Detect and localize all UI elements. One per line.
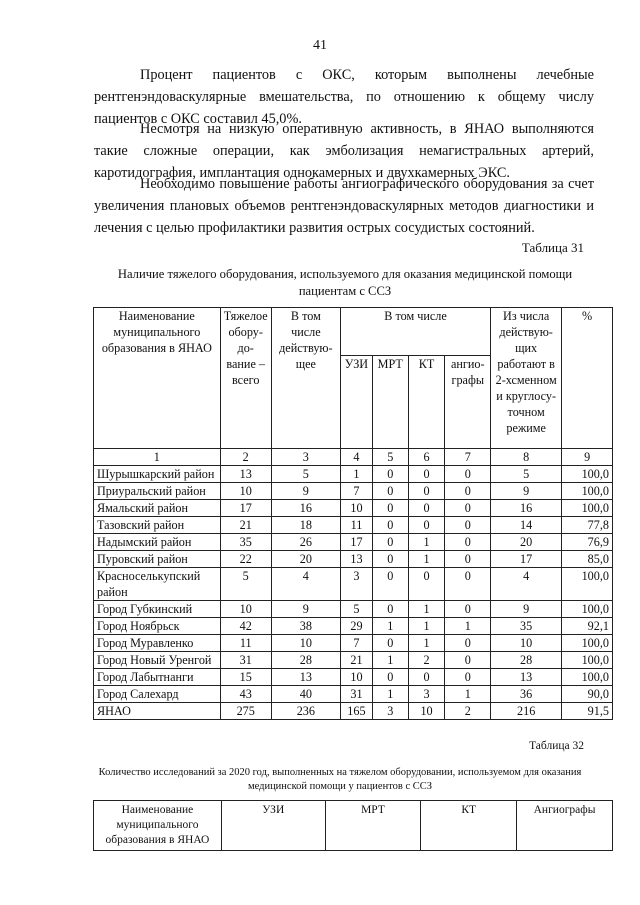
row-value-cell: 2	[445, 703, 491, 720]
row-value-cell: 21	[341, 652, 373, 669]
header-name: Наименование муниципального образования в ЯНАО	[94, 308, 221, 449]
row-value-cell: 10	[491, 635, 562, 652]
row-value-cell: 0	[445, 669, 491, 686]
row-value-cell: 91,5	[562, 703, 613, 720]
row-value-cell: 0	[445, 652, 491, 669]
table-row	[94, 601, 613, 618]
row-value-cell: 0	[372, 500, 408, 517]
row-name-cell: Приуральский район	[94, 483, 221, 500]
row-value-cell: 1	[372, 686, 408, 703]
table-32-caption: Количество исследований за 2020 год, выполненных на тяжелом оборудовании, используемом для оказания медицинской помощи у пациентов с ССЗ	[98, 767, 582, 792]
row-value-cell: 3	[372, 703, 408, 720]
row-value-cell: 16	[271, 500, 340, 517]
row-value-cell: 0	[445, 635, 491, 652]
row-name-cell: Пуровский район	[94, 551, 221, 568]
table-row	[94, 500, 613, 517]
row-value-cell: 0	[372, 601, 408, 618]
row-value-cell: 43	[220, 686, 271, 703]
column-index: 9	[562, 449, 613, 466]
row-value-cell: 22	[220, 551, 271, 568]
row-value-cell: 0	[445, 483, 491, 500]
row-value-cell: 100,0	[562, 568, 613, 601]
column-index: 2	[220, 449, 271, 466]
header-incl: В том числе	[341, 308, 491, 356]
row-value-cell: 0	[372, 534, 408, 551]
table-row	[94, 483, 613, 500]
row-value-cell: 9	[271, 601, 340, 618]
row-value-cell: 10	[341, 500, 373, 517]
row-value-cell: 26	[271, 534, 340, 551]
table-row	[94, 635, 613, 652]
header-active: В том числе действую-щее	[271, 308, 340, 449]
row-value-cell: 1	[408, 551, 445, 568]
row-value-cell: 0	[445, 568, 491, 601]
row-value-cell: 35	[491, 618, 562, 635]
t32-header-mrt: МРТ	[325, 801, 421, 851]
row-value-cell: 85,0	[562, 551, 613, 568]
row-value-cell: 9	[271, 483, 340, 500]
table-row	[94, 618, 613, 635]
row-name-cell: Город Лабытнанги	[94, 669, 221, 686]
row-value-cell: 1	[341, 466, 373, 483]
row-value-cell: 1	[408, 534, 445, 551]
t32-header-angio: Ангиографы	[517, 801, 613, 851]
row-name-cell: Город Салехард	[94, 686, 221, 703]
row-value-cell: 5	[220, 568, 271, 601]
row-value-cell: 0	[372, 551, 408, 568]
row-value-cell: 0	[372, 466, 408, 483]
row-name-cell: Город Новый Уренгой	[94, 652, 221, 669]
table-row	[94, 551, 613, 568]
table-row	[94, 686, 613, 703]
row-value-cell: 4	[271, 568, 340, 601]
row-value-cell: 100,0	[562, 500, 613, 517]
paragraph-1: Процент пациентов с ОКС, которым выполнены лечебные рентгенэндоваскулярные вмешательства, по отношению к общему числу пациентов с ОКС составил 45,0%.	[94, 67, 594, 127]
table-row	[94, 466, 613, 483]
row-value-cell: 35	[220, 534, 271, 551]
row-name-cell: Шурышкарский район	[94, 466, 221, 483]
paragraph-3: Необходимо повышение работы ангиографического оборудования за счет увеличения плановых объемов рентгенэндоваскулярных методов диагностики и лечения с целью профилактики развития острых сосудистых состояний.	[94, 176, 594, 236]
row-value-cell: 100,0	[562, 669, 613, 686]
table-row	[94, 534, 613, 551]
column-index: 5	[372, 449, 408, 466]
row-value-cell: 13	[220, 466, 271, 483]
row-value-cell: 10	[341, 669, 373, 686]
row-value-cell: 100,0	[562, 483, 613, 500]
t32-header-kt: КТ	[421, 801, 517, 851]
row-value-cell: 11	[220, 635, 271, 652]
equipment-table	[93, 307, 613, 720]
row-value-cell: 13	[341, 551, 373, 568]
row-value-cell: 1	[408, 635, 445, 652]
row-value-cell: 16	[491, 500, 562, 517]
row-value-cell: 21	[220, 517, 271, 534]
table-31-number: Таблица 31	[521, 240, 584, 255]
table-row	[94, 517, 613, 534]
row-value-cell: 0	[372, 635, 408, 652]
row-value-cell: 77,8	[562, 517, 613, 534]
row-value-cell: 18	[271, 517, 340, 534]
table-row	[94, 568, 613, 601]
paragraph-2: Несмотря на низкую оперативную активность, в ЯНАО выполняются такие сложные операции, как эмболизация немагистральных артерий, каротидография, имплантация однокамерных и двухкамерных ЭКС.	[94, 121, 594, 181]
table-row	[94, 652, 613, 669]
row-value-cell: 236	[271, 703, 340, 720]
row-value-cell: 28	[491, 652, 562, 669]
row-name-cell: Надымский район	[94, 534, 221, 551]
row-value-cell: 20	[271, 551, 340, 568]
studies-table	[93, 800, 613, 851]
row-value-cell: 15	[220, 669, 271, 686]
row-value-cell: 1	[445, 686, 491, 703]
row-name-cell: Город Губкинский	[94, 601, 221, 618]
row-value-cell: 1	[445, 618, 491, 635]
row-value-cell: 0	[408, 517, 445, 534]
row-value-cell: 11	[341, 517, 373, 534]
row-value-cell: 0	[445, 551, 491, 568]
row-value-cell: 36	[491, 686, 562, 703]
row-value-cell: 10	[220, 601, 271, 618]
row-value-cell: 0	[408, 500, 445, 517]
page-number: 41	[313, 38, 327, 53]
row-value-cell: 1	[372, 618, 408, 635]
row-value-cell: 42	[220, 618, 271, 635]
row-value-cell: 0	[445, 500, 491, 517]
table-row	[94, 669, 613, 686]
row-value-cell: 216	[491, 703, 562, 720]
column-index: 1	[94, 449, 221, 466]
header-angio: ангио-графы	[445, 355, 491, 448]
row-value-cell: 31	[220, 652, 271, 669]
row-name-cell: Город Муравленко	[94, 635, 221, 652]
row-value-cell: 5	[341, 601, 373, 618]
row-value-cell: 0	[408, 669, 445, 686]
row-value-cell: 3	[341, 568, 373, 601]
column-index: 4	[341, 449, 373, 466]
row-value-cell: 13	[271, 669, 340, 686]
row-value-cell: 0	[445, 534, 491, 551]
row-value-cell: 0	[372, 483, 408, 500]
row-value-cell: 3	[408, 686, 445, 703]
row-value-cell: 1	[408, 601, 445, 618]
row-value-cell: 90,0	[562, 686, 613, 703]
table-31-caption: Наличие тяжелого оборудования, используемого для оказания медицинской помощи пациентам с ССЗ	[117, 267, 573, 298]
row-value-cell: 10	[271, 635, 340, 652]
row-name-cell: ЯНАО	[94, 703, 221, 720]
row-value-cell: 0	[372, 568, 408, 601]
row-value-cell: 29	[341, 618, 373, 635]
row-value-cell: 5	[491, 466, 562, 483]
row-value-cell: 0	[445, 517, 491, 534]
row-value-cell: 76,9	[562, 534, 613, 551]
row-value-cell: 0	[445, 601, 491, 618]
row-value-cell: 0	[408, 483, 445, 500]
row-value-cell: 0	[372, 669, 408, 686]
row-value-cell: 1	[372, 652, 408, 669]
row-value-cell: 2	[408, 652, 445, 669]
header-uzi: УЗИ	[341, 355, 373, 448]
row-name-cell: Город Ноябрьск	[94, 618, 221, 635]
row-value-cell: 7	[341, 635, 373, 652]
table-row	[94, 703, 613, 720]
row-value-cell: 7	[341, 483, 373, 500]
header-kt: КТ	[408, 355, 445, 448]
row-value-cell: 28	[271, 652, 340, 669]
row-value-cell: 4	[491, 568, 562, 601]
row-value-cell: 17	[220, 500, 271, 517]
row-name-cell: Тазовский район	[94, 517, 221, 534]
row-value-cell: 17	[341, 534, 373, 551]
row-value-cell: 40	[271, 686, 340, 703]
row-name-cell: Красноселькупский район	[94, 568, 221, 601]
header-mrt: МРТ	[372, 355, 408, 448]
row-value-cell: 0	[445, 466, 491, 483]
row-name-cell: Ямальский район	[94, 500, 221, 517]
row-value-cell: 165	[341, 703, 373, 720]
row-value-cell: 38	[271, 618, 340, 635]
row-value-cell: 9	[491, 601, 562, 618]
t32-header-name: Наименование муниципального образования в ЯНАО	[94, 801, 222, 851]
table-32-number: Таблица 32	[529, 740, 584, 752]
row-value-cell: 10	[220, 483, 271, 500]
row-value-cell: 20	[491, 534, 562, 551]
header-shift: Из числа действую-щих работают в 2-хсменном и круглосу-точном режиме	[491, 308, 562, 449]
t32-header-uzi: УЗИ	[221, 801, 325, 851]
row-value-cell: 0	[372, 517, 408, 534]
row-value-cell: 13	[491, 669, 562, 686]
row-value-cell: 17	[491, 551, 562, 568]
column-index: 3	[271, 449, 340, 466]
row-value-cell: 1	[408, 618, 445, 635]
row-value-cell: 100,0	[562, 635, 613, 652]
row-value-cell: 10	[408, 703, 445, 720]
column-index: 8	[491, 449, 562, 466]
row-value-cell: 9	[491, 483, 562, 500]
row-value-cell: 100,0	[562, 466, 613, 483]
row-value-cell: 0	[408, 466, 445, 483]
column-index: 6	[408, 449, 445, 466]
row-value-cell: 275	[220, 703, 271, 720]
column-index: 7	[445, 449, 491, 466]
row-value-cell: 92,1	[562, 618, 613, 635]
header-total: Тяжелое обору-до-вание – всего	[220, 308, 271, 449]
header-pct: %	[562, 308, 613, 449]
row-value-cell: 100,0	[562, 652, 613, 669]
row-value-cell: 0	[408, 568, 445, 601]
row-value-cell: 14	[491, 517, 562, 534]
row-value-cell: 100,0	[562, 601, 613, 618]
row-value-cell: 31	[341, 686, 373, 703]
row-value-cell: 5	[271, 466, 340, 483]
